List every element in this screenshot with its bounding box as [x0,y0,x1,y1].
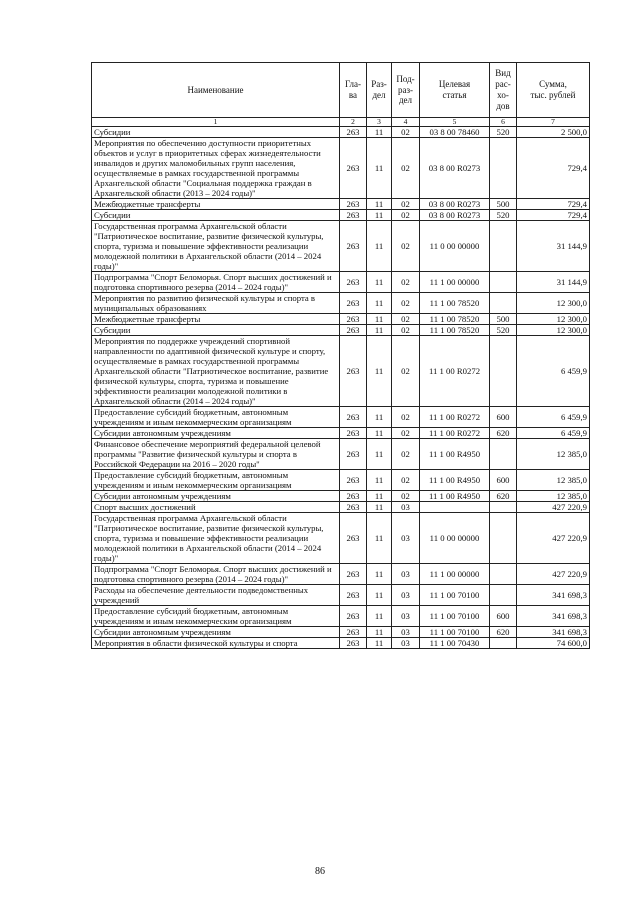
table-row [92,325,590,336]
table-row [92,585,590,606]
row-section: 11 [367,336,392,407]
row-expense-type: 600 [490,470,517,491]
row-section: 11 [367,439,392,470]
row-section: 11 [367,325,392,336]
column-number: 7 [517,118,590,127]
row-chapter: 263 [340,491,367,502]
row-subsection: 03 [392,638,420,649]
row-amount: 2 500,0 [517,127,590,138]
row-name: Субсидии автономным учреждениям [92,627,340,638]
row-subsection: 02 [392,439,420,470]
row-chapter: 263 [340,627,367,638]
row-expense-type: 600 [490,606,517,627]
page-number: 86 [315,866,325,877]
row-target: 11 1 00 78520 [420,314,490,325]
row-expense-type [490,293,517,314]
row-section: 11 [367,293,392,314]
row-amount: 341 698,3 [517,585,590,606]
row-section: 11 [367,314,392,325]
row-name: Межбюджетные трансферты [92,314,340,325]
row-amount: 729,4 [517,138,590,199]
row-section: 11 [367,407,392,428]
row-target: 11 1 00 70430 [420,638,490,649]
row-amount: 31 144,9 [517,272,590,293]
row-amount: 12 300,0 [517,314,590,325]
row-amount: 12 300,0 [517,325,590,336]
row-amount: 6 459,9 [517,407,590,428]
row-name: Мероприятия в области физической культуры и спорта [92,638,340,649]
table-row [92,127,590,138]
row-subsection: 02 [392,407,420,428]
row-target: 11 1 00 R4950 [420,470,490,491]
row-expense-type [490,272,517,293]
row-expense-type [490,138,517,199]
row-chapter: 263 [340,564,367,585]
column-number: 2 [340,118,367,127]
table-row [92,293,590,314]
row-section: 11 [367,127,392,138]
row-target: 11 1 00 R4950 [420,439,490,470]
row-section: 11 [367,491,392,502]
row-subsection: 03 [392,627,420,638]
table-row [92,199,590,210]
row-name: Мероприятия по обеспечению доступности приоритетных объектов и услуг в приоритетных сферах жизнедеятельности инвалидов и других маломобильных групп населения, осуществляемые в рамках государственной программы Архангельской области "Социальная поддержка граждан в Архангельской области (2013 – 2024 годы)" [92,138,340,199]
row-name: Субсидии [92,325,340,336]
row-subsection: 02 [392,138,420,199]
row-section: 11 [367,502,392,513]
row-name: Субсидии автономным учреждениям [92,428,340,439]
row-subsection: 02 [392,221,420,272]
row-target: 11 1 00 78520 [420,325,490,336]
row-target: 11 1 00 70100 [420,606,490,627]
row-name: Субсидии [92,127,340,138]
row-expense-type [490,638,517,649]
row-amount: 12 385,0 [517,470,590,491]
row-subsection: 02 [392,272,420,293]
table-header-row [92,63,590,118]
row-expense-type [490,585,517,606]
row-target: 11 0 00 00000 [420,221,490,272]
row-chapter: 263 [340,314,367,325]
row-amount: 12 300,0 [517,293,590,314]
row-chapter: 263 [340,325,367,336]
column-number: 1 [92,118,340,127]
row-amount: 427 220,9 [517,513,590,564]
row-amount: 6 459,9 [517,428,590,439]
row-expense-type: 520 [490,325,517,336]
row-subsection: 02 [392,293,420,314]
row-chapter: 263 [340,199,367,210]
row-expense-type [490,564,517,585]
row-target: 11 1 00 70100 [420,627,490,638]
row-target: 11 1 00 00000 [420,564,490,585]
row-subsection: 03 [392,606,420,627]
row-target: 11 1 00 R0272 [420,407,490,428]
row-section: 11 [367,513,392,564]
row-target: 03 8 00 78460 [420,127,490,138]
row-chapter: 263 [340,210,367,221]
row-section: 11 [367,138,392,199]
row-name: Финансовое обеспечение мероприятий федеральной целевой программы "Развитие физической культуры и спорта в Российской Федерации на 2016 – 2020 годы" [92,439,340,470]
row-section: 11 [367,199,392,210]
row-name: Предоставление субсидий бюджетным, автономным учреждениям и иным некоммерческим организациям [92,606,340,627]
row-expense-type: 620 [490,428,517,439]
row-section: 11 [367,585,392,606]
row-name: Подпрограмма "Спорт Беломорья. Спорт высших достижений и подготовка спортивного резерва (2014 – 2024 годы)" [92,272,340,293]
table-row [92,428,590,439]
row-chapter: 263 [340,638,367,649]
row-chapter: 263 [340,127,367,138]
row-target [420,502,490,513]
row-section: 11 [367,221,392,272]
row-amount: 729,4 [517,199,590,210]
row-name: Расходы на обеспечение деятельности подведомственных учреждений [92,585,340,606]
row-target: 11 1 00 70100 [420,585,490,606]
header-name: Наименование [92,63,340,118]
row-expense-type: 620 [490,627,517,638]
row-chapter: 263 [340,221,367,272]
table-row [92,407,590,428]
row-expense-type [490,502,517,513]
row-target: 11 1 00 R0272 [420,336,490,407]
row-chapter: 263 [340,272,367,293]
table-row [92,638,590,649]
row-amount: 74 600,0 [517,638,590,649]
table-row [92,491,590,502]
header-subsection: Под- раз- дел [392,63,420,118]
row-name: Государственная программа Архангельской области "Патриотическое воспитание, развитие физической культуры, спорта, туризма и повышение эффективности реализации молодежной политики в Архангельской области (2014 – 2024 годы)" [92,221,340,272]
column-number: 3 [367,118,392,127]
row-subsection: 02 [392,336,420,407]
row-subsection: 03 [392,502,420,513]
row-name: Подпрограмма "Спорт Беломорья. Спорт высших достижений и подготовка спортивного резерва (2014 – 2024 годы)" [92,564,340,585]
row-subsection: 02 [392,428,420,439]
row-target: 11 1 00 78520 [420,293,490,314]
row-amount: 12 385,0 [517,491,590,502]
table-row [92,470,590,491]
row-chapter: 263 [340,513,367,564]
row-subsection: 02 [392,491,420,502]
row-section: 11 [367,564,392,585]
table-row [92,210,590,221]
row-target: 11 1 00 R4950 [420,491,490,502]
row-chapter: 263 [340,138,367,199]
row-chapter: 263 [340,428,367,439]
table-row [92,336,590,407]
row-expense-type [490,439,517,470]
table-row [92,627,590,638]
row-chapter: 263 [340,585,367,606]
row-target: 03 8 00 R0273 [420,138,490,199]
header-expense-type: Вид рас- хо- дов [490,63,517,118]
row-amount: 427 220,9 [517,502,590,513]
row-expense-type: 500 [490,314,517,325]
column-number: 4 [392,118,420,127]
row-amount: 12 385,0 [517,439,590,470]
table-row [92,502,590,513]
row-target: 11 1 00 00000 [420,272,490,293]
table-row [92,564,590,585]
header-chapter: Гла- ва [340,63,367,118]
row-amount: 427 220,9 [517,564,590,585]
row-section: 11 [367,272,392,293]
row-name: Мероприятия по развитию физической культуры и спорта в муниципальных образованиях [92,293,340,314]
row-subsection: 02 [392,314,420,325]
table-row [92,314,590,325]
row-chapter: 263 [340,293,367,314]
budget-table [91,62,590,649]
row-name: Субсидии [92,210,340,221]
row-chapter: 263 [340,606,367,627]
row-subsection: 02 [392,199,420,210]
row-expense-type: 620 [490,491,517,502]
table-row [92,513,590,564]
row-expense-type [490,513,517,564]
row-chapter: 263 [340,439,367,470]
row-expense-type: 600 [490,407,517,428]
row-expense-type: 520 [490,127,517,138]
row-name: Субсидии автономным учреждениям [92,491,340,502]
row-section: 11 [367,428,392,439]
row-subsection: 03 [392,513,420,564]
header-section: Раз- дел [367,63,392,118]
row-subsection: 02 [392,127,420,138]
table-row [92,138,590,199]
row-name: Предоставление субсидий бюджетным, автономным учреждениям и иным некоммерческим организациям [92,407,340,428]
row-amount: 341 698,3 [517,627,590,638]
row-chapter: 263 [340,502,367,513]
row-expense-type [490,221,517,272]
row-section: 11 [367,470,392,491]
row-amount: 341 698,3 [517,606,590,627]
row-subsection: 03 [392,564,420,585]
row-expense-type: 520 [490,210,517,221]
row-target: 03 8 00 R0273 [420,199,490,210]
header-target: Целевая статья [420,63,490,118]
row-name: Спорт высших достижений [92,502,340,513]
row-subsection: 03 [392,585,420,606]
row-section: 11 [367,210,392,221]
row-subsection: 02 [392,210,420,221]
column-number-row [92,118,590,127]
column-number: 5 [420,118,490,127]
header-amount: Сумма, тыс. рублей [517,63,590,118]
table-row [92,606,590,627]
row-section: 11 [367,606,392,627]
row-target: 11 0 00 00000 [420,513,490,564]
row-name: Государственная программа Архангельской области "Патриотическое воспитание, развитие физической культуры, спорта, туризма и повышение эффективности реализации молодежной политики в Архангельской области (2014 – 2024 годы)" [92,513,340,564]
row-amount: 6 459,9 [517,336,590,407]
row-section: 11 [367,638,392,649]
row-subsection: 02 [392,325,420,336]
row-subsection: 02 [392,470,420,491]
table-row [92,272,590,293]
column-number: 6 [490,118,517,127]
row-name: Предоставление субсидий бюджетным, автономным учреждениям и иным некоммерческим организациям [92,470,340,491]
row-amount: 729,4 [517,210,590,221]
row-name: Межбюджетные трансферты [92,199,340,210]
row-name: Мероприятия по поддержке учреждений спортивной направленности по адаптивной физической культуре и спорту, осуществляемые в рамках государственной программы Архангельской области "Патриотическое воспитание, развитие физической культуры, спорта, туризма и повышение эффективности реализации молодежной политики в Архангельской области (2014 – 2024 годы)" [92,336,340,407]
table-row [92,439,590,470]
row-target: 03 8 00 R0273 [420,210,490,221]
row-chapter: 263 [340,407,367,428]
row-section: 11 [367,627,392,638]
row-chapter: 263 [340,336,367,407]
row-expense-type: 500 [490,199,517,210]
table-row [92,221,590,272]
row-amount: 31 144,9 [517,221,590,272]
row-chapter: 263 [340,470,367,491]
row-expense-type [490,336,517,407]
row-target: 11 1 00 R0272 [420,428,490,439]
